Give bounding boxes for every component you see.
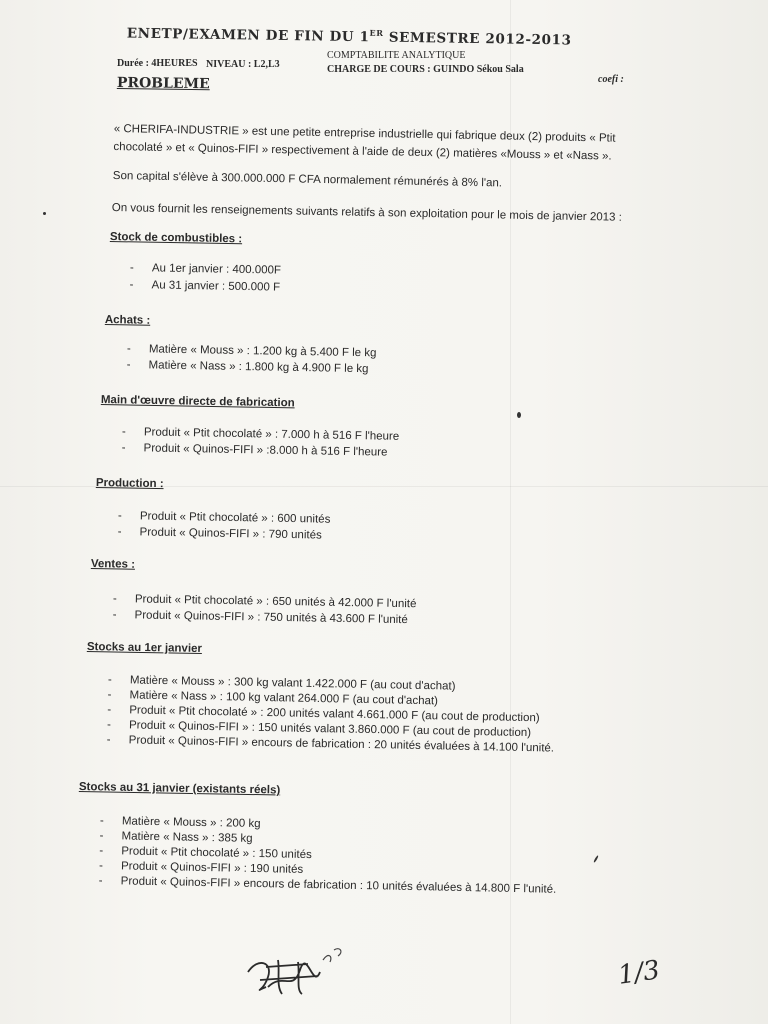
capital-text: Son capital s'élève à 300.000.000 F CFA normalement rémunérés à 8% l'an. bbox=[112, 169, 503, 190]
list-item: - Au 31 janvier : 500.000 F bbox=[129, 278, 281, 294]
list-item: - Produit « Quinos-FIFI » : 190 unités bbox=[98, 859, 304, 876]
problem-title: PROBLEME bbox=[116, 75, 210, 93]
section-title-stocks-start: Stocks au 1er janvier bbox=[86, 641, 203, 656]
level-label: NIVEAU : L2,L3 bbox=[206, 59, 280, 70]
list-item: - Produit « Ptit chocolaté » : 150 unités bbox=[99, 844, 312, 862]
list-item: - Produit « Quinos-FIFI » : 150 unités valant 3.860.000 F (au cout de production) bbox=[106, 718, 532, 740]
teacher-label: CHARGE DE COURS : GUINDO Sékou Sala bbox=[327, 64, 524, 75]
ink-speck bbox=[43, 212, 46, 215]
subject-label: COMPTABILITE ANALYTIQUE bbox=[327, 50, 466, 61]
section-title-stocks-end: Stocks au 31 janvier (existants réels) bbox=[78, 781, 281, 797]
list-item: - Produit « Ptit chocolaté » : 200 unités valant 4.661.000 F (au cout de production) bbox=[107, 703, 540, 725]
list-item: - Produit « Ptit chocolaté » : 7.000 h à 516 F l'heure bbox=[121, 426, 400, 443]
coefficient-label: coefi : bbox=[598, 74, 624, 85]
sales-list bbox=[113, 593, 417, 626]
section-title-purchases: Achats : bbox=[104, 314, 151, 327]
ink-speck bbox=[517, 412, 521, 418]
production-list bbox=[118, 510, 331, 542]
fuel-list bbox=[129, 262, 281, 294]
section-title-production: Production : bbox=[95, 477, 164, 491]
list-item: - Matière « Mouss » : 1.200 kg à 5.400 F le kg bbox=[126, 343, 377, 360]
list-item: - Matière « Mouss » : 300 kg valant 1.422.000 F (au cout d'achat) bbox=[107, 674, 456, 693]
intro-line-1: « CHERIFA-INDUSTRIE » est une petite entreprise industrielle qui fabrique deux (2) produits « Ptit bbox=[113, 122, 616, 145]
info-text: On vous fournit les renseignements suivants relatifs à son exploitation pour le mois de janvier 2013 : bbox=[111, 201, 622, 224]
labor-list bbox=[122, 426, 400, 459]
intro-line-2: chocolaté » et « Quinos-FIFI » respectivement à l'aide de deux (2) matières «Mouss » et «Nass ». bbox=[113, 140, 612, 163]
intro-paragraph bbox=[113, 120, 615, 166]
list-item: - Produit « Quinos-FIFI » :8.000 h à 516 F l'heure bbox=[121, 441, 388, 459]
list-item: - Produit « Ptit chocolaté » : 650 unités à 42.000 F l'unité bbox=[112, 593, 417, 611]
list-item: - Produit « Quinos-FIFI » encours de fabrication : 10 unités évaluées à 14.800 F l'unité. bbox=[98, 874, 557, 896]
list-item: - Produit « Ptit chocolaté » : 600 unités bbox=[117, 510, 331, 526]
list-item: - Matière « Nass » : 100 kg valant 264.000 F (au cout d'achat) bbox=[107, 688, 439, 708]
list-item: - Produit « Quinos-FIFI » encours de fabrication : 20 unités évaluées à 14.100 l'unité. bbox=[106, 733, 555, 755]
list-item: - Produit « Quinos-FIFI » : 750 unités à 43.600 F l'unité bbox=[112, 608, 408, 627]
purchases-list bbox=[127, 343, 377, 375]
page-number: 1/3 bbox=[616, 955, 662, 991]
list-item: - Matière « Mouss » : 200 kg bbox=[99, 815, 261, 831]
duration-label: Durée : 4HEURES bbox=[117, 58, 198, 69]
stocks-end-list bbox=[99, 815, 558, 896]
exam-header-title: ENETP/EXAMEN DE FIN DU 1ER SEMESTRE 2012-2013 bbox=[126, 25, 572, 49]
stocks-start-list bbox=[107, 674, 556, 755]
list-item: - Au 1er janvier : 400.000F bbox=[129, 262, 282, 277]
ink-speck bbox=[593, 855, 599, 863]
section-title-fuel: Stock de combustibles : bbox=[109, 231, 243, 246]
section-title-sales: Ventes : bbox=[90, 558, 136, 571]
list-item: - Matière « Nass » : 385 kg bbox=[99, 829, 253, 845]
list-item: - Matière « Nass » : 1.800 kg à 4.900 F le kg bbox=[126, 358, 369, 376]
signature-scribble bbox=[238, 942, 358, 1002]
list-item: - Produit « Quinos-FIFI » : 790 unités bbox=[117, 525, 322, 542]
section-title-labor: Main d'œuvre directe de fabrication bbox=[100, 394, 295, 410]
